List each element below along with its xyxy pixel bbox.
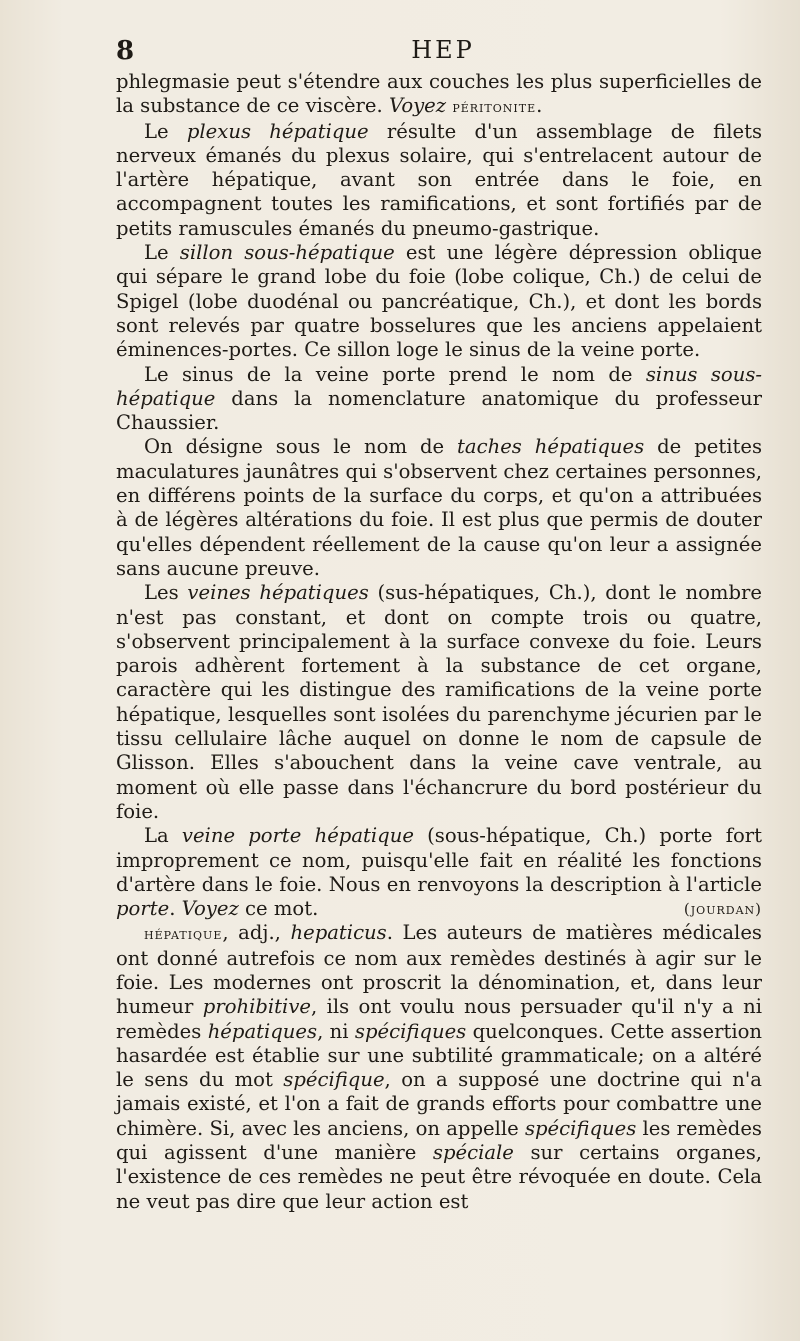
cross-ref: Voyez [388,94,447,118]
paragraph-2: Le plexus hépatique résulte d'un assemblage de filets nerveux émanés du plexus solaire, qui s'entrelacent autour de l'artère hépatique, avant son entrée dans le foie, en accompagnent toutes les ramifications, et sont fortifiés par de petits ramuscules émanés du pneumo-gastrique. [116,119,763,240]
cross-ref-target: péritonite [452,97,537,117]
entry-headword: hépatique [144,924,223,944]
term: plexus hépatique [186,119,369,143]
paragraph-8: hépatique, adj., hepaticus. Les auteurs de matières médicales ont donné autrefois ce nom aux remèdes destinés à agir sur le foie. Les modernes ont proscrit la dénomination, et, dans leur humeur prohibitive, ils ont voulu nous persuader qu'il n'y a ni remèdes hépatiques, ni spécifiques quelconques. Cette assertion hasardée est établie sur une subtilité grammaticale; on a altéré le sens du mot spécifique, on a supposé une doctrine qui n'a jamais existé, et l'on a fait de grands efforts pour combattre une chimère. Si, avec les anciens, on appelle spécifiques les remèdes qui agissent d'une manière spéciale sur certains organes, l'existence de ces remèdes ne peut être révoquée en doute. Cela ne veut pas dire que leur action est [116,921,763,1213]
paragraph-4: Le sinus de la veine porte prend le nom de sinus sous-hépatique dans la nomenclature anatomique du professeur Chaussier. [116,362,762,435]
body-text [116,70,762,1214]
term: sinus sous-hépatique [116,362,762,410]
paragraph-5: On désigne sous le nom de taches hépatiques de petites maculatures jaunâtres qui s'observent chez certaines personnes, en différens points de la surface du corps, et qu'on a attribuées à de légères altérations du foie. Il est plus que permis de douter qu'elles dépendent réellement de la cause qu'on leur a assignée sans aucune preuve. [116,435,763,580]
latin-term: hepaticus [290,921,387,945]
page-header [116,36,760,70]
term: veine porte hépatique [181,824,414,848]
term: porte [116,897,170,921]
paragraph-3: Le sillon sous-hépatique est une légère dépression oblique qui sépare le grand lobe du foie (lobe colique, Ch.) de celui de Spigel (lobe duodénal ou pancréatique, Ch.), et dont les bords sont relevés par quatre bosselures que les anciens appelaient éminences-portes. Ce sillon loge le sinus de la veine porte. [116,241,763,362]
cross-ref: Voyez [181,897,239,921]
paragraph-7: La veine porte hépatique (sous-hépatique, Ch.) porte fort improprement ce nom, puisqu'elle fait en réalité les fonctions d'artère dans le foie. Nous en renvoyons la description à l'article porte. Voyez ce mot. ( jourdan ) [116,824,762,921]
page-number: 8 [116,36,135,66]
running-head: HEP [411,36,475,64]
term: sillon sous-hépatique [179,241,395,265]
paragraph-6: Les veines hépatiques (sus-hépatiques, Ch.), dont le nombre n'est pas constant, et dont on compte trois ou quatre, s'observent principalement à la surface convexe du foie. Leurs parois adhèrent fortement à la substance de cet organe, caractère qui les distingue des ramifications de la veine porte hépatique, lesquelles sont isolées du parenchyme jécurien par le tissu cellulaire lâche auquel on donne le nom de capsule de Glisson. Elles s'abouchent dans la veine cave ventrale, au moment où elle passe dans l'échancrure du bord postérieur du foie. [116,581,762,823]
author-signature: ( jourdan ) [656,897,762,921]
paragraph-1: phlegmasie peut s'étendre aux couches les plus superficielles de la substance de ce viscère. Voyez péritonite. [116,70,762,118]
term: taches hépatiques [457,435,645,459]
term: veines hépatiques [187,581,369,605]
